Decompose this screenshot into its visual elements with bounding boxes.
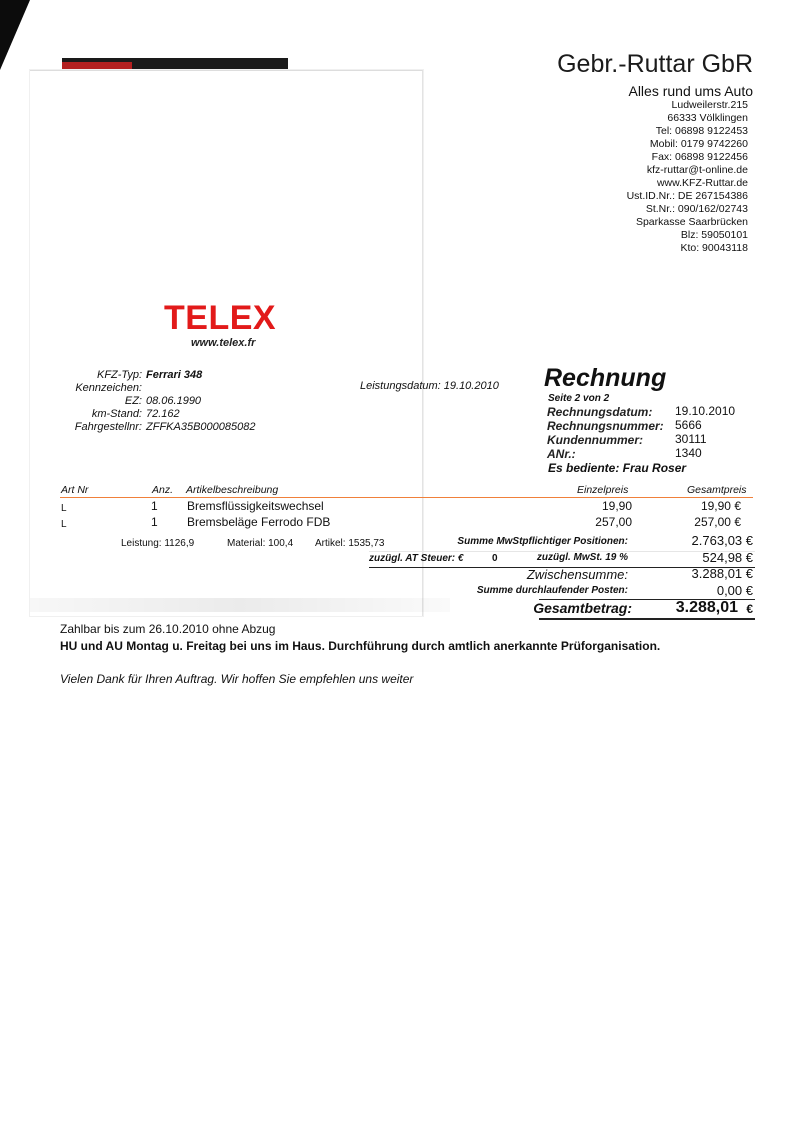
col-header-unit-price: Einzelpreis [577, 484, 629, 496]
company-phone: Tel: 06898 9122453 [655, 125, 748, 137]
company-vat-id: Ust.ID.Nr.: DE 267154386 [626, 190, 748, 202]
invoice-date-label: Rechnungsdatum: [547, 405, 653, 419]
invoice-number-value: 5666 [675, 418, 702, 432]
order-number-value: 1340 [675, 446, 702, 460]
thank-you-note: Vielen Dank für Ihren Auftrag. Wir hoffen Sie empfehlen uns weiter [60, 672, 414, 686]
taxable-sum-value: 2.763,03 € [691, 533, 753, 548]
row-total-price: 257,00 € [694, 515, 741, 529]
row-description: Bremsbeläge Ferrodo FDB [187, 515, 331, 529]
served-by: Es bediente: Frau Roser [548, 461, 687, 475]
subtotal-value: 3.288,01 € [691, 566, 753, 581]
company-tax-number: St.Nr.: 090/162/02743 [645, 203, 748, 215]
row-quantity: 1 [151, 515, 158, 529]
taxable-sum-label: Summe MwStpflichtiger Positionen: [457, 536, 628, 547]
row-unit-price: 19,90 [601, 499, 632, 513]
first-registration-value: 08.06.1990 [146, 395, 202, 407]
table-header-divider [60, 497, 753, 498]
col-header-anz: Anz. [152, 484, 174, 496]
company-mobile: Mobil: 0179 9742260 [649, 138, 748, 150]
invoice-title: Rechnung [544, 364, 667, 392]
chassis-number-label: Fahrgestellnr: [74, 421, 142, 433]
invoice-date-value: 19.10.2010 [675, 404, 736, 418]
row-art-nr: L [61, 519, 67, 530]
company-address-line: 66333 Völklingen [667, 112, 748, 124]
vehicle-type-label: KFZ-Typ: [96, 369, 142, 381]
row-total-price: 19,90 € [700, 499, 741, 513]
at-tax-value: 0 [492, 553, 498, 564]
customer-number-label: Kundennummer: [547, 433, 643, 447]
scan-dark-corner [0, 0, 30, 70]
company-blz: Blz: 59050101 [680, 229, 748, 241]
chassis-number-value: ZFFKA35B000085082 [146, 421, 256, 433]
mileage-label: km-Stand: [91, 408, 142, 420]
mileage-value: 72.162 [146, 408, 180, 420]
inspection-notice: HU und AU Montag u. Freitag bei uns im Haus. Durchführung durch amtlich anerkannte Prüforganisation. [60, 639, 661, 653]
invoice-number-label: Rechnungsnummer: [547, 419, 664, 433]
subtotal-label: Zwischensumme: [526, 567, 628, 582]
row-unit-price: 257,00 [595, 515, 632, 529]
telex-logo: TELEX [164, 299, 277, 337]
col-header-total-price: Gesamtpreis [687, 484, 747, 496]
vehicle-type-value: Ferrari 348 [146, 369, 203, 381]
first-registration-label: EZ: [124, 395, 142, 407]
company-slogan: Alles rund ums Auto [628, 83, 753, 99]
articles-total: Artikel: 1535,73 [315, 538, 385, 549]
customer-number-value: 30111 [675, 432, 707, 446]
company-account: Kto: 90043118 [680, 242, 748, 254]
vat-label: zuzügl. MwSt. 19 % [536, 552, 628, 563]
page-indicator: Seite 2 von 2 [548, 393, 610, 404]
grand-total-currency: € [746, 602, 753, 616]
row-description: Bremsflüssigkeitswechsel [187, 499, 324, 513]
material-total: Material: 100,4 [227, 538, 294, 549]
scan-smudge [30, 598, 450, 612]
double-underline [539, 618, 755, 620]
pass-through-label: Summe durchlaufender Posten: [476, 585, 628, 596]
col-header-description: Artikelbeschreibung [186, 484, 279, 496]
telex-url: www.telex.fr [191, 337, 256, 349]
company-website: www.KFZ-Ruttar.de [656, 177, 748, 189]
grand-total-label: Gesamtbetrag: [533, 600, 632, 616]
company-email: kfz-ruttar@t-online.de [646, 164, 748, 176]
pass-through-value: 0,00 € [716, 583, 753, 598]
row-art-nr: L [61, 503, 67, 514]
payment-terms: Zahlbar bis zum 26.10.2010 ohne Abzug [60, 622, 276, 636]
company-bank: Sparkasse Saarbrücken [635, 216, 748, 228]
grand-total-value: 3.288,01 [675, 599, 738, 616]
col-header-art-nr: Art Nr [61, 484, 89, 496]
company-fax: Fax: 06898 9122456 [651, 151, 748, 163]
plate-label: Kennzeichen: [75, 382, 142, 394]
vat-value: 524,98 € [702, 550, 753, 565]
service-date: Leistungsdatum: 19.10.2010 [360, 380, 499, 392]
at-tax-label: zuzügl. AT Steuer: € [369, 553, 464, 564]
row-quantity: 1 [151, 499, 158, 513]
labor-total: Leistung: 1126,9 [121, 538, 195, 549]
order-number-label: ANr.: [547, 447, 576, 461]
company-address-line: Ludweilerstr.215 [671, 99, 748, 111]
company-name: Gebr.-Ruttar GbR [557, 50, 753, 78]
